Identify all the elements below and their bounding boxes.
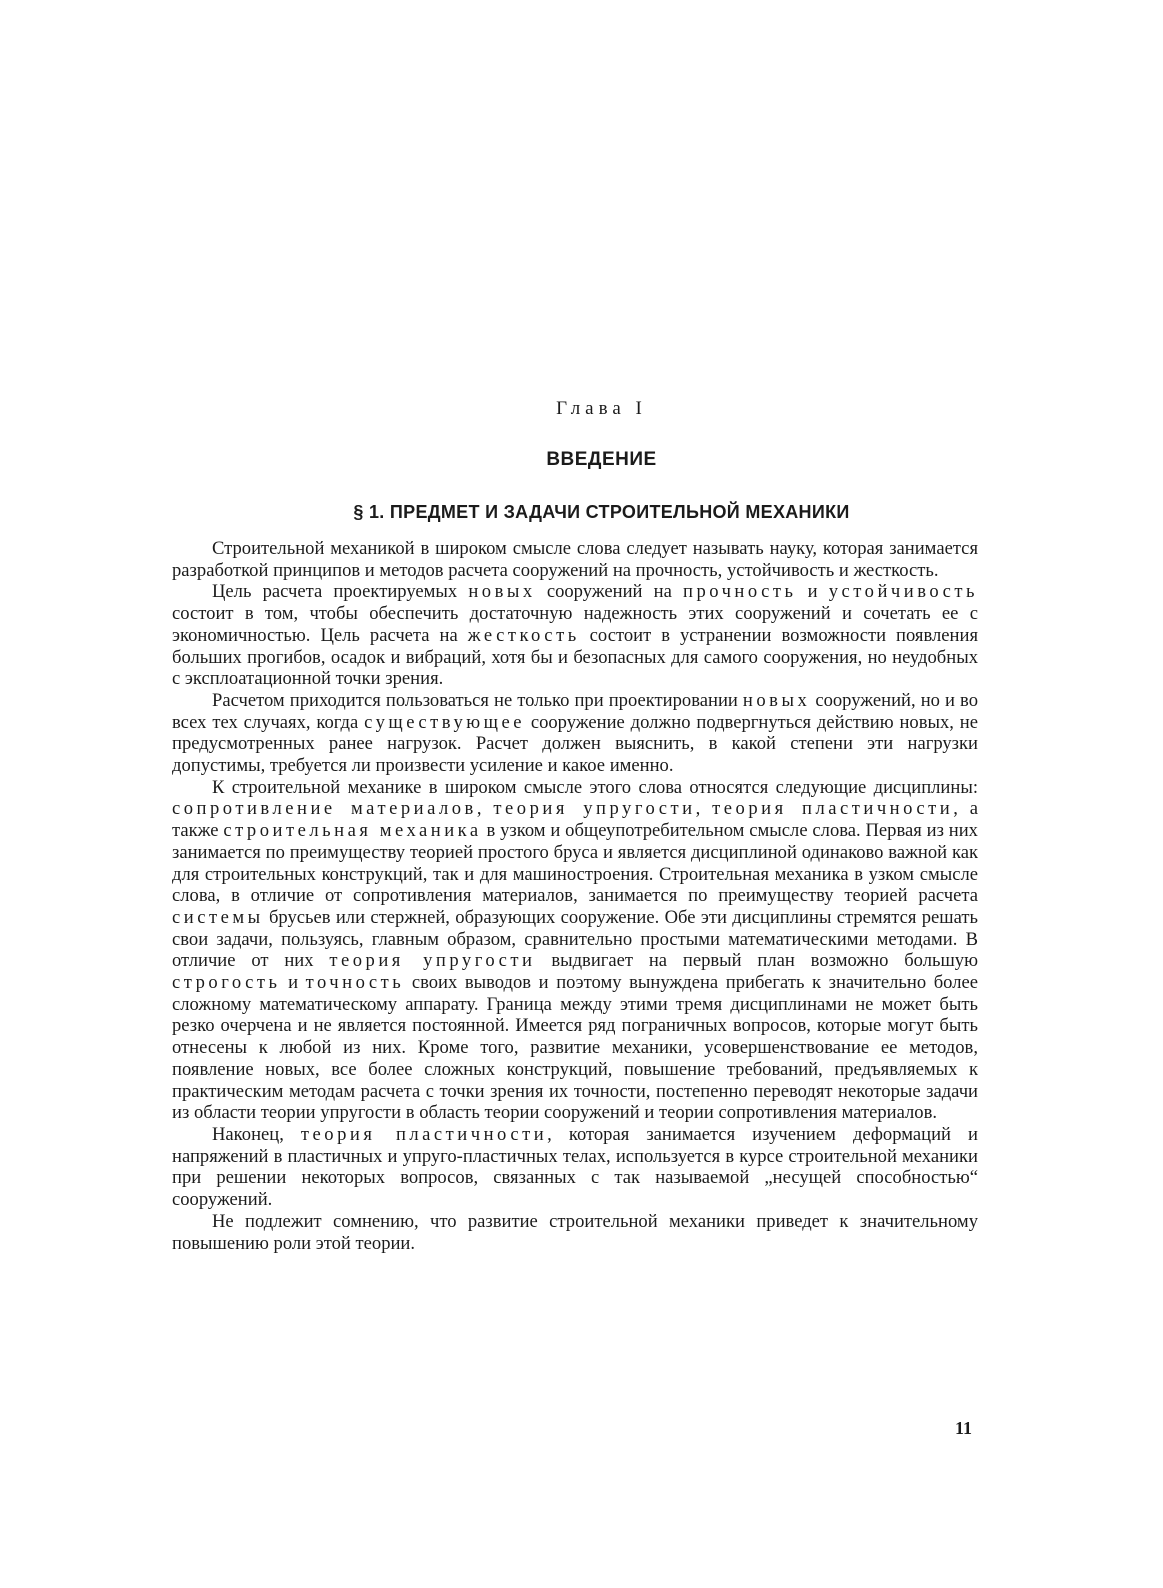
spaced-emphasis: существующее [364,711,525,733]
spaced-emphasis: новых [468,581,536,603]
spaced-emphasis: строительная механика [223,820,482,842]
text-span: Строительной механикой в широком смысле слова следует называть науку, которая занимается разработкой принципов и методов расчета сооружений на прочность, устойчивость и жесткость. [172,538,978,581]
paragraph-4 [172,777,978,1124]
spaced-emphasis: сопротивление материалов [172,798,477,820]
text-span: выдвигает на первый план возможно большую [535,950,978,972]
text-span: Не подлежит сомнению, что развитие строительной механики приведет к значительному повышению роли этой теории. [172,1210,978,1254]
section-heading: § 1. ПРЕДМЕТ И ЗАДАЧИ СТРОИТЕЛЬНОЙ МЕХАНИКИ [353,502,850,522]
spaced-emphasis: теория пластичности [712,798,954,820]
spaced-emphasis: точность [305,972,405,994]
spaced-emphasis: теория пластичности [300,1123,548,1145]
paragraph-1 [172,538,978,581]
text-span: в узком и общеупотребительном смысле слова. Первая из них занимается по преимуществу теорией простого бруса и является дисциплиной одинаково важной как для строительных конструкций, так и для машиностроения. Строительная механика в узком смысле слова, в отличие от сопротивления материалов, занимается по преимуществу теорией расчета [172,820,978,907]
page-number: 11 [955,1418,973,1438]
text-span: К строительной механике в широком смысле этого слова относятся следующие дисциплины: [212,776,978,798]
text-span: состоит в том, чтобы обеспечить достаточную надежность этих сооружений и сочетать ее с экономичностью. Цель расчета на [172,603,978,646]
paragraph-5 [172,1124,978,1211]
text-span: , [476,798,494,820]
text-span: , которая занимается изучением деформаций и напряжений в пластичных и упруго-пластичных телах, используется в курсе строительной механики при решении некоторых вопросов, связанных с так называемой „несущей способностью“ сооружений. [172,1123,978,1211]
text-span: Наконец, [212,1123,301,1145]
spaced-emphasis: системы [172,906,264,928]
text-span: состоит в устранении возможности появления больших прогибов, осадок и вибраций, хотя бы и безопасных для самого сооружения, но неудобных с эксплоатационной точки зрения. [172,624,979,690]
paragraph-2 [172,581,978,690]
chapter-title: ВВЕДЕНИЕ [546,449,657,470]
text-span: и [796,581,829,603]
spaced-emphasis: устойчивость [828,581,979,603]
text-span: своих выводов и поэтому вынуждена прибегать к значительно более сложному математическому аппарату. Граница между этими тремя дисциплинами не может быть резко очерчена и не является постоянной. Имеется ряд пограничных вопросов, которые могут быть отнесены к любой из них. Кроме того, развитие механики, усовершенствование ее методов, появление новых, все более сложных конструкций, повышение требований, предъявляемых к практическим методам расчета с точки зрения их точности, постепенно переводят некоторые задачи из области теории упругости в область теории сооружений и теории сопротивления материалов. [172,972,978,1124]
paragraph-6 [172,1211,978,1254]
text-span: , а также [172,798,979,842]
text-span: сооружение должно подвергнуться действию новых, не предусмотренных ранее нагрузок. Расчет должен выяснить, в какой степени эти нагрузки допустимы, требуется ли произвести усиление и какое именно. [172,711,978,777]
text-span: , [695,798,713,820]
text-span: Цель расчета проектируемых [212,581,469,603]
text-span: сооружений, но и во всех тех случаях, когда [172,689,978,733]
body-text [172,538,978,1254]
spaced-emphasis: новых [742,689,811,711]
spaced-emphasis: теория упругости [329,950,536,972]
text-span: и [280,972,306,994]
spaced-emphasis: строгость [172,972,281,994]
text-span: Расчетом приходится пользоваться не только при проектировании [212,689,743,711]
paragraph-3 [172,690,978,777]
text-span: сооружений на [535,581,683,603]
spaced-emphasis: прочность [683,581,797,603]
spaced-emphasis: жесткость [467,624,580,646]
spaced-emphasis: теория упругости [493,798,696,820]
text-span: брусьев или стержней, образующих сооружение. Обе эти дисциплины стремятся решать свои задачи, пользуясь, главным образом, сравнительно простыми математическими методами. В отличие от них [172,906,978,972]
chapter-label: Глава I [556,398,647,419]
